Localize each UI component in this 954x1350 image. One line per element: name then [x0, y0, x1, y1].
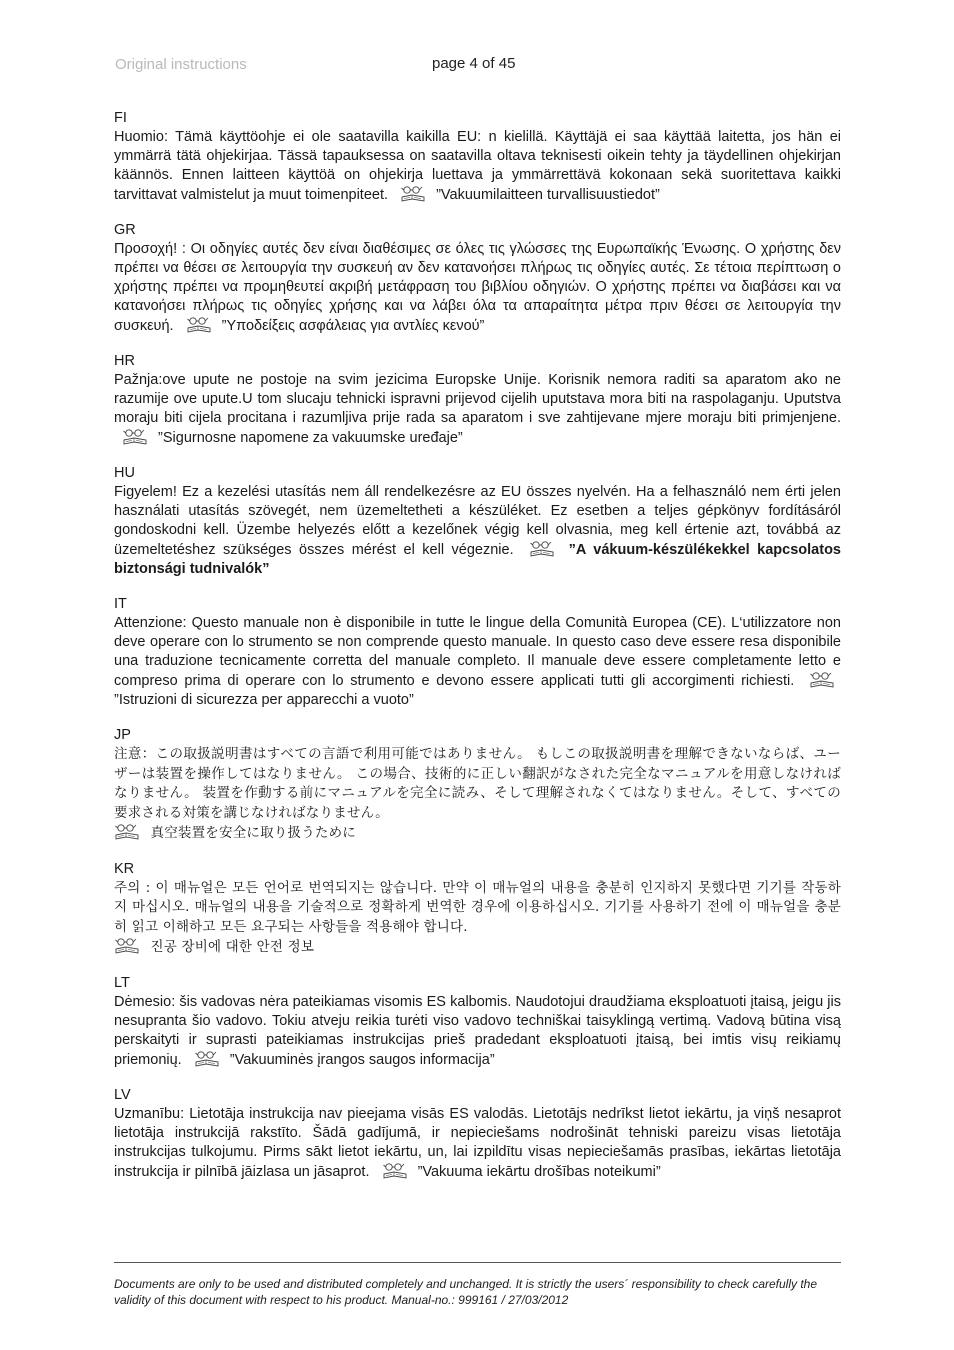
- notice-paragraph: [114, 371, 841, 448]
- safety-reference: ”Υποδείξεις ασφάλειας για αντλίες κενού”: [221, 318, 485, 334]
- safety-reference: ”Vakuumilaitteen turvallisuustiedot”: [436, 187, 660, 203]
- safety-reference: 真空装置を安全に取り扱うために: [150, 825, 356, 841]
- language-code: JP: [114, 727, 131, 743]
- read-manual-glasses-icon: [194, 1050, 220, 1068]
- safety-reference: 진공 장비에 대한 안전 정보: [150, 939, 315, 955]
- language-code: LT: [114, 974, 130, 991]
- notice-text: 주의 : 이 매뉴얼은 모든 언어로 번역되지는 않습니다. 만약 이 매뉴얼의 내용을 충분히 인지하지 못했다면 기기를 작동하지 마십시오. 매뉴얼의 내용을 기술적으로 정확하게 번역한 경우에 이용하십시오. 기기를 사용하기 전에 이 매뉴얼을 충분히 읽고 이해하고 모든 요구되는 사항들을 적용해야 합니다.: [114, 879, 841, 935]
- read-manual-glasses-icon: [122, 428, 148, 446]
- section-hu: [114, 464, 841, 579]
- notice-text: Dėmesio: šis vadovas nėra pateikiamas visomis ES kalbomis. Naudotojui draudžiama eksploatuoti įtaisą, jeigu jis nesupranta šio vadovo. Tokiu atveju reikia turėti viso vadovo techniškai taisyklingą vertimą. Vadovą būtina visą perskaityti ir suprasti pateikiamas instrukcijas prieš pradedant eksploatuoti įtaisą, bei imtis visų reikiamų priemonių.: [114, 993, 841, 1068]
- notice-text: Pažnja:ove upute ne postoje na svim jezicima Europske Unije. Korisnik nemora raditi sa aparatom ako ne razumije ove upute.U tom slucaju tehnicki ispravni prijevod cijelih uputstava mora biti na raspolaganju. Uputstva moraju biti cijela procitana i razumljiva prije rada sa aparatom i sve zahtijevane mjere moraju biti primjenjene.: [114, 372, 841, 426]
- notice-text: Huomio: Tämä käyttöohje ei ole saatavilla kaikilla EU: n kielillä. Käyttäjä ei saa käyttää laitetta, jos hän ei ymmärrä tätä ohjekirjaa. Tässä tapauksessa on saatavilla oltava teknisesti oikein tehty ja täydellinen ohjekirjan käännös. Ennen laitteen käyttöä on ohjekirja luettava ja ymmärrettävä kokonaan sekä suoritettava kaikki tarvittavat valmistelut ja muut toimenpiteet.: [114, 129, 841, 203]
- safety-reference: ”Vakuuminės įrangos saugos informacija”: [229, 1051, 495, 1068]
- language-code: GR: [114, 222, 136, 238]
- notice-paragraph: [114, 879, 841, 958]
- safety-reference: ”Vakuuma iekārtu drošības noteikumi”: [417, 1163, 661, 1180]
- notice-paragraph: [114, 128, 841, 205]
- section-fi: [114, 109, 841, 205]
- section-jp: [114, 726, 841, 844]
- read-manual-glasses-icon: [400, 185, 426, 203]
- notice-paragraph: [114, 483, 841, 579]
- notice-text: Uzmanību: Lietotāja instrukcija nav pieejama visās ES valodās. Lietotājs nedrīkst lietot iekārtu, ja viņš nesaprot lietotāja instrukcijā rakstīto. Šādā gadījumā, ir nepieciešams nodrošināt tehniski pareizu visas lietotāja instrukcijas tulkojumu. Pirms sākt lietot iekārtu, un, lai izpildītu visas nepieciešamās prasības, iekārtas lietotāja instrukcija ir pilnībā jāizlasa un jāsaprot.: [114, 1105, 841, 1180]
- header-original-instructions: Original instructions: [115, 56, 247, 73]
- read-manual-glasses-icon: [809, 671, 835, 689]
- notice-text: Figyelem! Ez a kezelési utasítás nem áll rendelkezésre az EU összes nyelvén. Ha a felhasználó nem érti jelen használati utasítás szövegét, nem üzemeltetheti a készüléket. Ez esetben a teljes gépkönyv fordításáról gondoskodni kell. Üzembe helyezés előtt a kezelőnek végig kell olvasnia, meg kell értenie azt, továbbá az üzemeltetéshez szükséges összes mérést el kell végeznie.: [114, 484, 841, 558]
- language-code: IT: [114, 596, 127, 612]
- section-lv: [114, 1086, 841, 1182]
- safety-reference: ”Istruzioni di sicurezza per apparecchi a vuoto”: [114, 692, 414, 708]
- safety-reference: ”A vákuum-készülékekkel kapcsolatos biztonsági tudnivalók”: [114, 542, 841, 577]
- notice-paragraph: [114, 1105, 841, 1182]
- header-page-number: page 4 of 45: [432, 55, 516, 72]
- read-manual-glasses-icon: [114, 823, 140, 841]
- read-manual-glasses-icon: [529, 540, 555, 558]
- safety-reference: ”Sigurnosne napomene za vakuumske uređaje”: [158, 430, 463, 446]
- section-lt: [114, 974, 841, 1070]
- language-code: KR: [114, 860, 135, 877]
- language-code: HU: [114, 465, 135, 481]
- section-gr: [114, 221, 841, 336]
- section-kr: [114, 860, 841, 958]
- read-manual-glasses-icon: [114, 937, 140, 955]
- read-manual-glasses-icon: [382, 1162, 408, 1180]
- footer-divider: [114, 1262, 841, 1263]
- notice-paragraph: [114, 240, 841, 336]
- notice-text: Attenzione: Questo manuale non è disponibile in tutte le lingue della Comunità Europea (CE). L‘utilizzatore non deve operare con lo strumento se non comprende questo manuale. In questo caso deve essere resa disponibile una traduzione tecnicamente corretta del manuale completo. Il manuale deve essere completamente letto e compreso prima di operare con lo strumento e devono essere applicati tutti gli accorgimenti richiesti.: [114, 615, 841, 689]
- language-code: FI: [114, 110, 127, 126]
- notice-paragraph: [114, 993, 841, 1070]
- language-code: HR: [114, 353, 135, 369]
- read-manual-glasses-icon: [186, 316, 212, 334]
- section-it: [114, 595, 841, 710]
- footer-disclaimer: Documents are only to be used and distributed completely and unchanged. It is strictly the users´ responsibility to check carefully the validity of this document with respect to his product. Manual-no.: 999161 / 27/03/2012: [114, 1277, 818, 1307]
- language-code: LV: [114, 1086, 131, 1103]
- notice-paragraph: [114, 614, 841, 710]
- notice-paragraph: [114, 745, 841, 844]
- document-body: [114, 109, 841, 1198]
- section-hr: [114, 352, 841, 448]
- notice-text: 注意：この取扱説明書はすべての言語で利用可能ではありません。 もしこの取扱説明書を理解できないならば、ユーザーは装置を操作してはなりません。 この場合、技術的に正しい翻訳がなされた完全なマニュアルを用意しなければなりません。 装置を作動する前にマニュアルを完全に読み、そして理解されなくてはなりません。そして、すべての要求される対策を講じなければなりません。: [114, 746, 841, 821]
- notice-text: Προσοχή! : Οι οδηγίες αυτές δεν είναι διαθέσιμες σε όλες τις γλώσσες της Ευρωπαϊκής Ένωσης. Ο χρήστης δεν πρέπει να θέσει σε λειτουργία την συσκευή αν δεν κατανοήσει πλήρως τις οδηγίες αυτές. Σε τέτοια περίπτωση ο χρήστης πρέπει να προμηθευτεί ακριβή μετάφραση του βιβλίου οδηγιών. Ο χρήστης πρέπει να διαβάσει και να κατανοήσει πλήρως τις οδηγίες χρήσης και να λάβει όλα τα απαραίτητα μέτρα πριν θέσει σε λειτουργία την συσκευή.: [114, 241, 841, 334]
